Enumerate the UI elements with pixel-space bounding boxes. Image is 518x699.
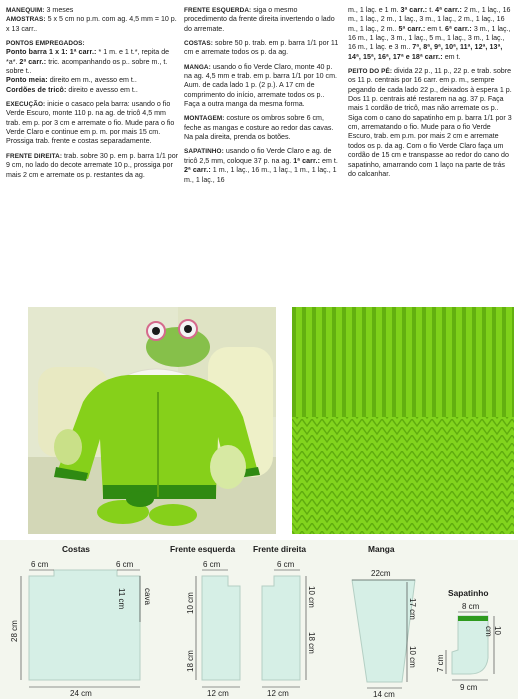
sapatinho-diagram-title: Sapatinho xyxy=(448,588,489,598)
frente-direita-top-measure: 6 cm xyxy=(277,560,295,569)
instructions-column-1 xyxy=(6,6,178,185)
continuation-value: m., 1 laç. e 1 m. xyxy=(348,6,399,14)
frente-direita-label: FRENTE DIREITA: xyxy=(6,152,63,160)
sapatinho-right-measure: 10 cm xyxy=(484,626,502,637)
costas-cava-measure: 11 cm xyxy=(117,588,126,610)
cordoes-value: direito e avesso em t.. xyxy=(68,85,138,94)
peito-value: divida 22 p., 11 p., 22 p. e trab. sobre os 11 p. centrais por 16 carr. em p. m., sempre pegando de cada lado 22 p., deixados à espera 1 p. Dos 11 p. centrais até restarem na ag. 37 p. Faça mais 1 cordão de tricô, mas não arremate os p.. Siga com o cano do sapatinho em p. barra 1/1 por 3 cm, arrematando o fio. Mude para o fio Verde Escuro, trab. em p.m. por mais 2 cm e arremate todos os p. da ag. Com o fio Verde Claro faça um cordão de 15 cm e transpasse ao redor do cano do sapatinho, amarrando com 1 laço na parte de trás do calcanhar. xyxy=(348,67,512,178)
pontos-label: PONTOS EMPREGADOS: xyxy=(6,40,85,48)
meia-label: Ponto meia: xyxy=(6,76,48,85)
costas-top-left-measure: 6 cm xyxy=(31,560,49,569)
montagem-value: costure os ombros sobre 6 cm, feche as mangas e costure ao redor das cavas. Na pala direita, prenda os botões. xyxy=(184,114,334,142)
amostras-value: 5 x 5 cm no p.m. com ag. 4,5 mm = 10 p. x 13 carr.. xyxy=(6,15,177,33)
sap-row1-value: em t. xyxy=(322,156,338,165)
manga-bottom-height-measure: 10 cm xyxy=(408,646,417,668)
diagrams-section xyxy=(0,540,518,699)
manga-top-measure: 22cm xyxy=(371,569,391,578)
rows-7-18-label: 7ª, 8ª, 9ª, 10ª, 11ª, 12ª, 13ª, 14ª, 15ª, 16ª, 17ª e 18ª carr.: xyxy=(348,43,503,61)
manga-height-measure: 17 cm xyxy=(408,598,417,620)
cardigan-illustration xyxy=(28,307,276,534)
amostras-label: AMOSTRAS: xyxy=(6,16,46,24)
costas-height-measure: 28 cm xyxy=(10,620,19,642)
barra-value2: tric. acompanhando os p.. sobre m., t. sobre t.. xyxy=(6,57,168,76)
manga-width-measure: 14 cm xyxy=(373,690,395,699)
knit-texture xyxy=(292,307,514,534)
row4-value: 2 m., 1 laç., 16 m., 1 laç., 2 m., 1 laç., 3 m., 1 laç., 2 m., 1 laç., 16 m., 1 laç., 2 m.. xyxy=(348,6,511,33)
frente-direita-value: trab. sobre 30 p. em p. barra 1/1 por 9 cm, no lado do decote arremate 10 p., prossiga por mais 2 cm e arremate os p. restantes da ag. xyxy=(6,151,179,179)
row4-label: 4ª carr.: xyxy=(435,6,462,14)
manga-diagram-title: Manga xyxy=(368,544,395,554)
sapatinho-value: usando o fio Verde Claro e ag. de tricô 2,5 mm, coloque 37 p. na ag. xyxy=(184,147,332,165)
execucao-value: inicie o casaco pela barra: usando o fio Verde Escuro, monte 110 p. na ag. de tricô 4,5 mm trab. em p. por 3 cm e arremate o fio. Mude para o fio Verde Claro e continue em p. m. por mais 15 cm. Prossiga trab. frente e costas separadamente. xyxy=(6,100,175,146)
costas-diagram-title: Costas xyxy=(62,544,90,554)
row5-value: em t. xyxy=(427,24,444,33)
frente-esquerda-side-top-measure: 10 cm xyxy=(186,592,195,614)
frente-esquerda-width-measure: 12 cm xyxy=(207,689,229,698)
row3-label: 3ª carr.: xyxy=(400,6,428,14)
costas-width-measure: 24 cm xyxy=(70,689,92,698)
barra-row1-label: 1ª carr.: xyxy=(69,48,97,57)
rows-7-18-value: em t. xyxy=(444,52,461,61)
manga-label: MANGA: xyxy=(184,63,211,71)
product-photo xyxy=(28,307,276,534)
frente-esquerda-side-bottom-measure: 18 cm xyxy=(186,650,195,672)
costas-cava-label: cava xyxy=(143,588,152,605)
costas-value: sobre 50 p. trab. em p. barra 1/1 por 11 cm e arremate todos os p. da ag. xyxy=(184,39,339,57)
pattern-shapes xyxy=(0,540,518,699)
manga-value: usando o fio Verde Claro, monte 40 p. na ag. 4,5 mm e trab. em p. barra 1/1 por 10 cm. Aum. de cada lado 1 p. (2 p.). A 17 cm de comprimento do início, arremate todos os p.. Faça a outra manga da mesma forma. xyxy=(184,62,337,109)
meia-value: direito em m., avesso em t.. xyxy=(49,76,137,85)
cordoes-label: Cordões de tricô: xyxy=(6,85,67,94)
sapatinho-top-measure: 8 cm xyxy=(462,602,480,611)
row5-label: 5ª carr.: xyxy=(398,24,426,33)
maneq-value: 3 meses xyxy=(46,6,74,14)
sap-row1-label: 1ª carr.: xyxy=(293,156,321,165)
stitch-closeup-photo xyxy=(292,307,514,534)
row6-label: 6ª carr.: xyxy=(445,24,472,33)
costas-label: COSTAS: xyxy=(184,40,213,48)
sap-row2-label: 2ª carr.: xyxy=(184,166,211,175)
maneq-label: MANEQUIM: xyxy=(6,7,45,14)
montagem-label: MONTAGEM: xyxy=(184,115,225,123)
frente-direita-diagram-title: Frente direita xyxy=(253,544,307,554)
frente-esquerda-diagram-title: Frente esquerda xyxy=(170,544,236,554)
frente-esquerda-label: FRENTE ESQUERDA: xyxy=(184,7,252,14)
sap-row2-value: 1 m., 1 laç., 16 m., 1 laç., 1 m., 1 laç., 1 m., 1 laç., 16 xyxy=(184,166,337,184)
instructions-column-3 xyxy=(348,6,514,184)
frente-esquerda-top-measure: 6 cm xyxy=(203,560,221,569)
barra-value: * 1 m. e 1 t.*, repita de *a*. xyxy=(6,48,170,66)
sapatinho-left-measure: 7 cm xyxy=(436,654,445,672)
costas-top-right-measure: 6 cm xyxy=(116,560,134,569)
sapatinho-label: SAPATINHO: xyxy=(184,148,224,156)
barra-row2-label: 2ª carr.: xyxy=(19,57,47,66)
row3-value: t. xyxy=(429,6,434,14)
sapatinho-width-measure: 9 cm xyxy=(460,683,478,692)
barra-label: Ponto barra 1 x 1: xyxy=(6,48,68,57)
frente-esquerda-value: siga o mesmo procedimento da frente direita invertendo o lado do arremate. xyxy=(184,6,335,33)
frente-direita-side-top-measure: 10 cm xyxy=(307,586,316,608)
peito-label: PEITO DO PÉ: xyxy=(348,68,393,76)
frente-direita-side-bottom-measure: 18 cm xyxy=(307,632,316,654)
execucao-label: EXECUÇÃO: xyxy=(6,101,46,109)
frente-direita-width-measure: 12 cm xyxy=(267,689,289,698)
row6-value: 3 m., 1 laç., 16 m., 1 laç., 3 m., 1 laç., 5 m., 1 laç., 3 m., 1 laç., 16 m., 1 laç. e 3 m.. xyxy=(348,24,511,52)
instructions-column-2 xyxy=(184,6,342,190)
